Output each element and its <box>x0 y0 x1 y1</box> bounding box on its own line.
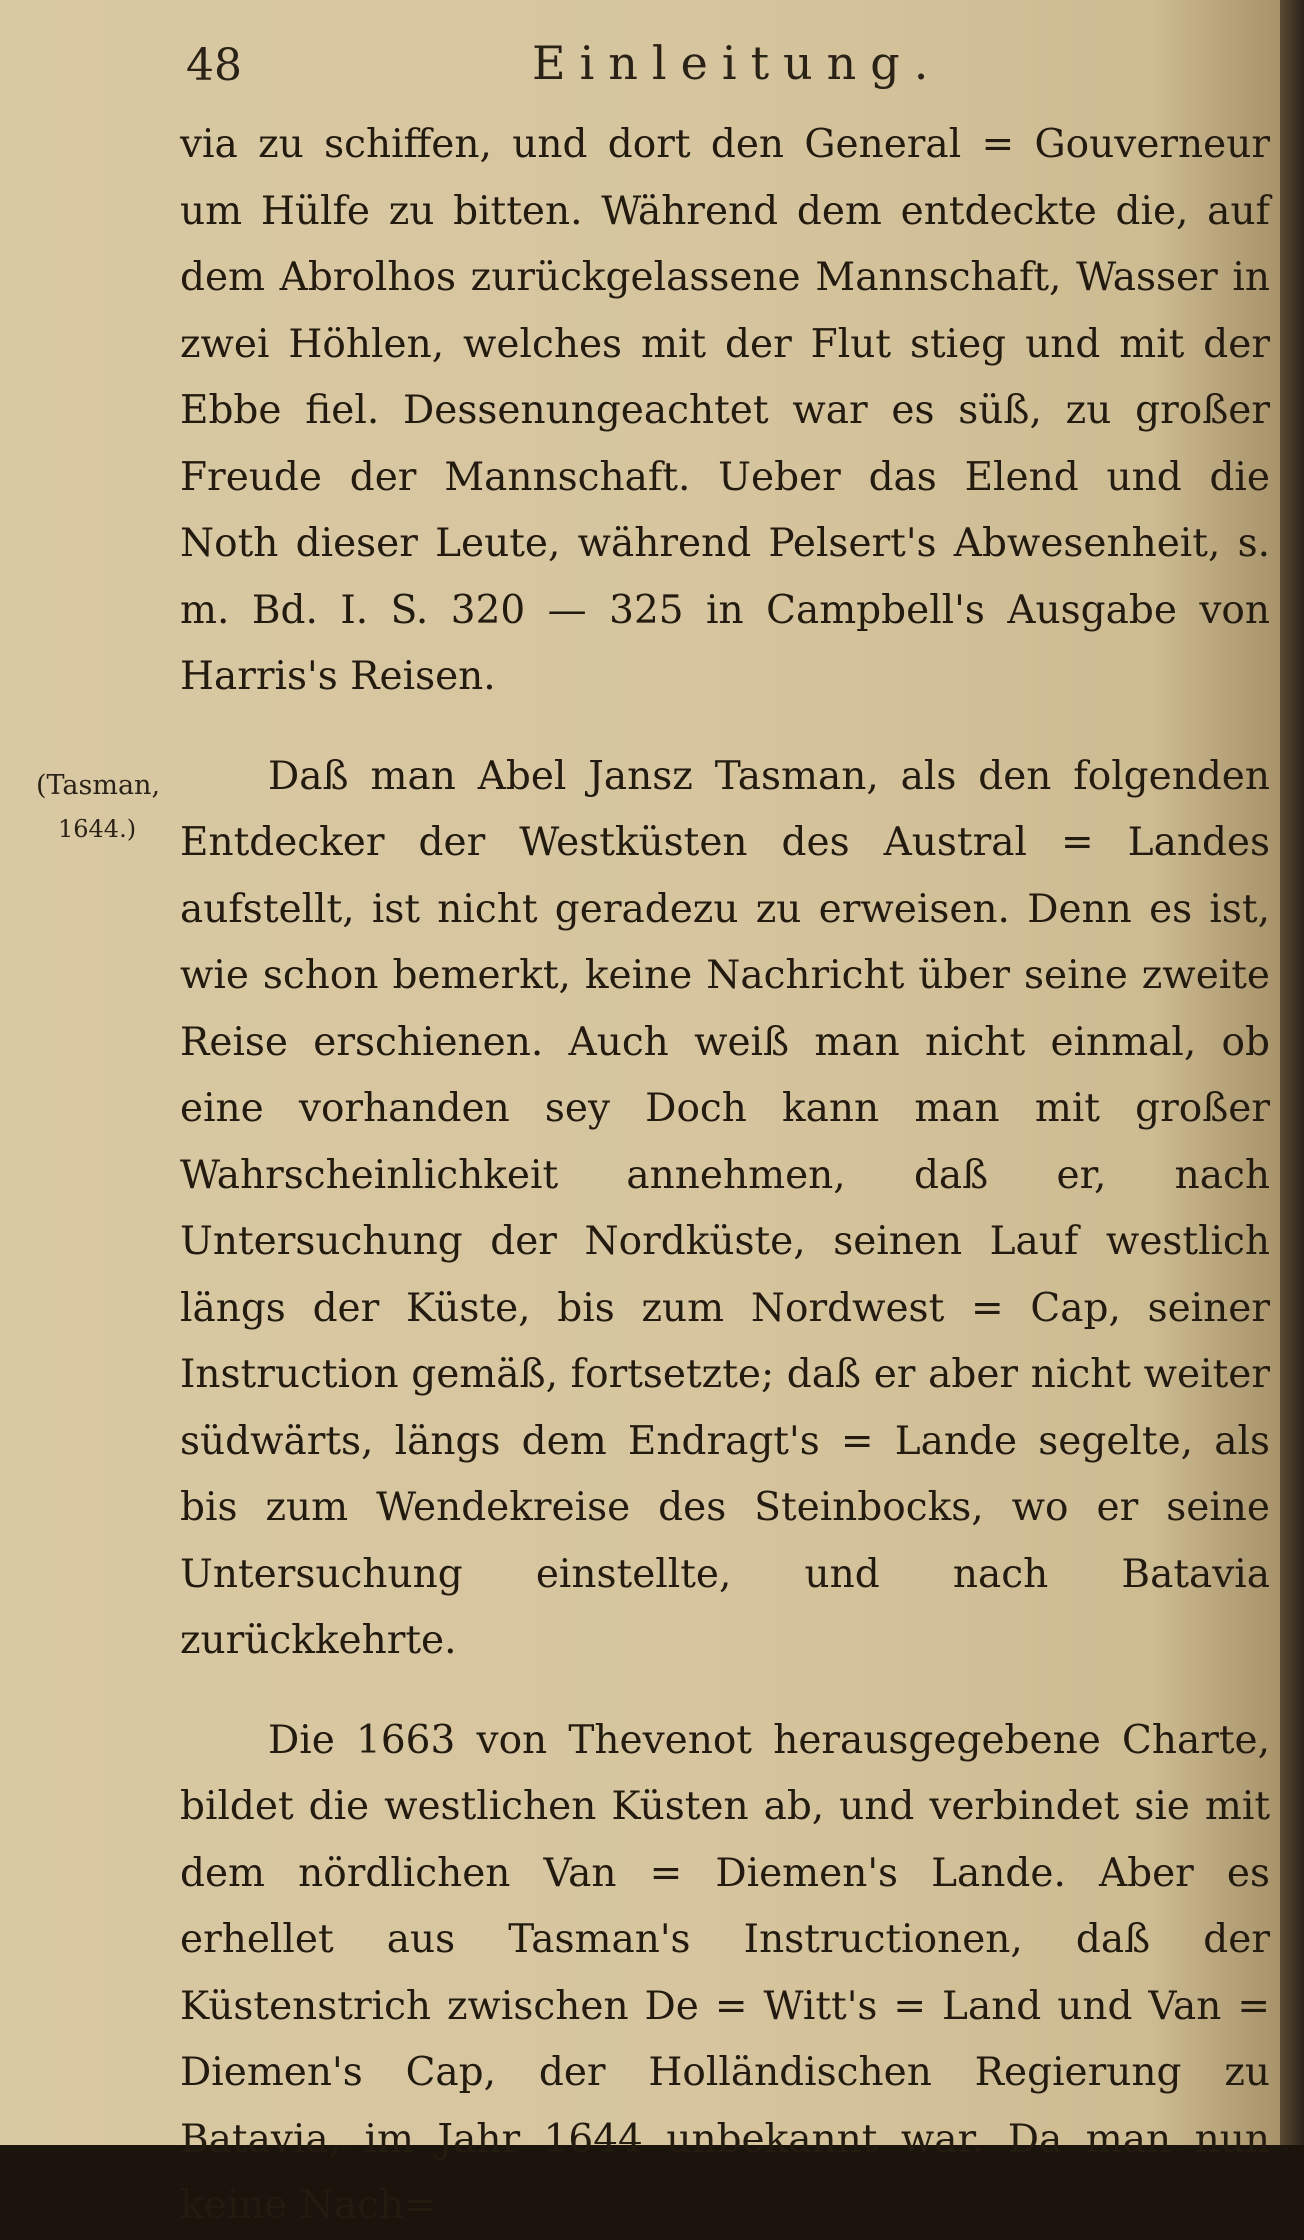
book-spine-edge <box>1280 0 1304 2145</box>
paragraph-2: Daß man Abel Jansz Tasman, als den folgenden Entdecker der Westküsten des Austral = Landes aufstellt, ist nicht geradezu zu erweisen. Denn es ist, wie schon bemerkt, keine Nachricht über seine zweite Reise erschienen. Auch weiß man nicht einmal, ob eine vorhanden sey Doch kann man mit großer Wahrscheinlichkeit annehmen, daß er, nach Untersuchung der Nordküste, seinen Lauf westlich längs der Küste, bis zum Nordwest = Cap, seiner Instruction gemäß, fortsetzte; daß er aber nicht weiter südwärts, längs dem Endragt's = Lande segelte, als bis zum Wendekreise des Steinbocks, wo er seine Untersuchung einstellte, und nach Batavia zurückkehrte. <box>180 753 1270 1663</box>
page-number: 48 <box>186 40 242 91</box>
paragraph-3: Die 1663 von Thevenot herausgegebene Charte, bildet die westlichen Küsten ab, und verbindet sie mit dem nördlichen Van = Diemen's Lande. Aber es erhellet aus Tasman's Instructionen, daß der Küstenstrich zwischen De = Witt's = Land und Van = Diemen's Cap, der Holländischen Regierung zu Batavia, im Jahr 1644 unbekannt war. Da man nun keine Nach= <box>180 1717 1270 2228</box>
running-head: Einleitung. <box>532 36 943 90</box>
body-text <box>180 112 1270 2240</box>
margin-note-year: 1644.) <box>58 815 137 843</box>
margin-note <box>18 770 178 843</box>
paragraph-1: via zu schiffen, und dort den General = Gouverneur um Hülfe zu bitten. Während dem entdeckte die, auf dem Abrolhos zurückgelassene Mannschaft, Wasser in zwei Höhlen, welches mit der Flut stieg und mit der Ebbe fiel. Dessenungeachtet war es süß, zu großer Freude der Mannschaft. Ueber das Elend und die Noth dieser Leute, während Pelsert's Abwesenheit, s. m. Bd. I. S. 320 — 325 in Campbell's Ausgabe von Harris's Reisen. <box>180 122 1270 699</box>
page-header <box>186 30 1246 100</box>
margin-note-name: (Tasman, <box>35 770 161 801</box>
